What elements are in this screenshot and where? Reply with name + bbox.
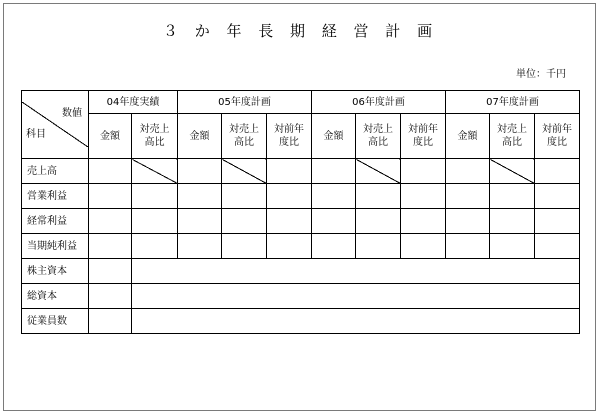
subheader-amount: 金額 [446, 114, 490, 159]
corner-cell [22, 91, 89, 159]
data-cell [535, 159, 580, 184]
subheader-prev-year-ratio: 対前年 度比 [535, 114, 580, 159]
subheader-sales-ratio: 対売上 高比 [132, 114, 178, 159]
row-label: 株主資本 [22, 259, 89, 284]
data-cell [89, 284, 132, 309]
data-cell [267, 209, 312, 234]
data-cell [132, 209, 178, 234]
data-cell [178, 234, 222, 259]
data-cell [446, 234, 490, 259]
table-row [22, 284, 580, 309]
data-cell [490, 234, 535, 259]
data-cell [267, 159, 312, 184]
unit-label: 単位：千円 [516, 69, 566, 80]
diagonal-cell [356, 159, 401, 184]
data-cell [401, 234, 446, 259]
year-header-05: 05年度計画 [178, 91, 312, 114]
data-cell [535, 209, 580, 234]
data-cell [222, 209, 267, 234]
data-cell [401, 184, 446, 209]
subheader-amount: 金額 [178, 114, 222, 159]
data-cell [535, 234, 580, 259]
data-cell [356, 234, 401, 259]
corner-value-label: 数値 [62, 108, 82, 119]
data-cell [490, 209, 535, 234]
table-row [22, 259, 580, 284]
data-cell [490, 184, 535, 209]
data-cell [89, 309, 132, 334]
row-label: 従業員数 [22, 309, 89, 334]
data-cell [312, 159, 356, 184]
data-cell [89, 259, 132, 284]
data-cell [89, 234, 132, 259]
data-cell [356, 184, 401, 209]
year-header-04: 04年度実績 [89, 91, 178, 114]
plan-table [21, 90, 580, 334]
data-cell [401, 159, 446, 184]
row-label: 売上高 [22, 159, 89, 184]
data-cell [356, 209, 401, 234]
table-row [22, 209, 580, 234]
data-cell [132, 184, 178, 209]
diagonal-cell [490, 159, 535, 184]
subheader-prev-year-ratio: 対前年 度比 [267, 114, 312, 159]
data-cell [312, 184, 356, 209]
data-cell [89, 209, 132, 234]
subheader-sales-ratio: 対売上 高比 [490, 114, 535, 159]
merged-data-cell [132, 284, 580, 309]
row-label: 当期純利益 [22, 234, 89, 259]
data-cell [222, 184, 267, 209]
year-header-07: 07年度計画 [446, 91, 580, 114]
diagonal-cell [222, 159, 267, 184]
subheader-prev-year-ratio: 対前年 度比 [401, 114, 446, 159]
data-cell [535, 184, 580, 209]
subheader-sales-ratio: 対売上 高比 [356, 114, 401, 159]
data-cell [446, 184, 490, 209]
row-label: 営業利益 [22, 184, 89, 209]
merged-data-cell [132, 309, 580, 334]
data-cell [446, 159, 490, 184]
data-cell [312, 209, 356, 234]
data-cell [178, 209, 222, 234]
data-cell [446, 209, 490, 234]
subheader-amount: 金額 [312, 114, 356, 159]
data-cell [178, 159, 222, 184]
data-cell [267, 234, 312, 259]
data-cell [178, 184, 222, 209]
data-cell [312, 234, 356, 259]
row-label: 経常利益 [22, 209, 89, 234]
data-cell [401, 209, 446, 234]
document-page [3, 3, 596, 411]
table-row [22, 309, 580, 334]
data-cell [222, 234, 267, 259]
data-cell [89, 159, 132, 184]
diagonal-cell [132, 159, 178, 184]
table-row [22, 159, 580, 184]
subheader-amount: 金額 [89, 114, 132, 159]
table-row [22, 184, 580, 209]
row-label: 総資本 [22, 284, 89, 309]
data-cell [267, 184, 312, 209]
document-title: ３ か 年 長 期 経 営 計 画 [162, 22, 439, 40]
subheader-sales-ratio: 対売上 高比 [222, 114, 267, 159]
table-row [22, 234, 580, 259]
data-cell [89, 184, 132, 209]
data-cell [132, 234, 178, 259]
corner-item-label: 科目 [26, 129, 46, 140]
year-header-06: 06年度計画 [312, 91, 446, 114]
merged-data-cell [132, 259, 580, 284]
